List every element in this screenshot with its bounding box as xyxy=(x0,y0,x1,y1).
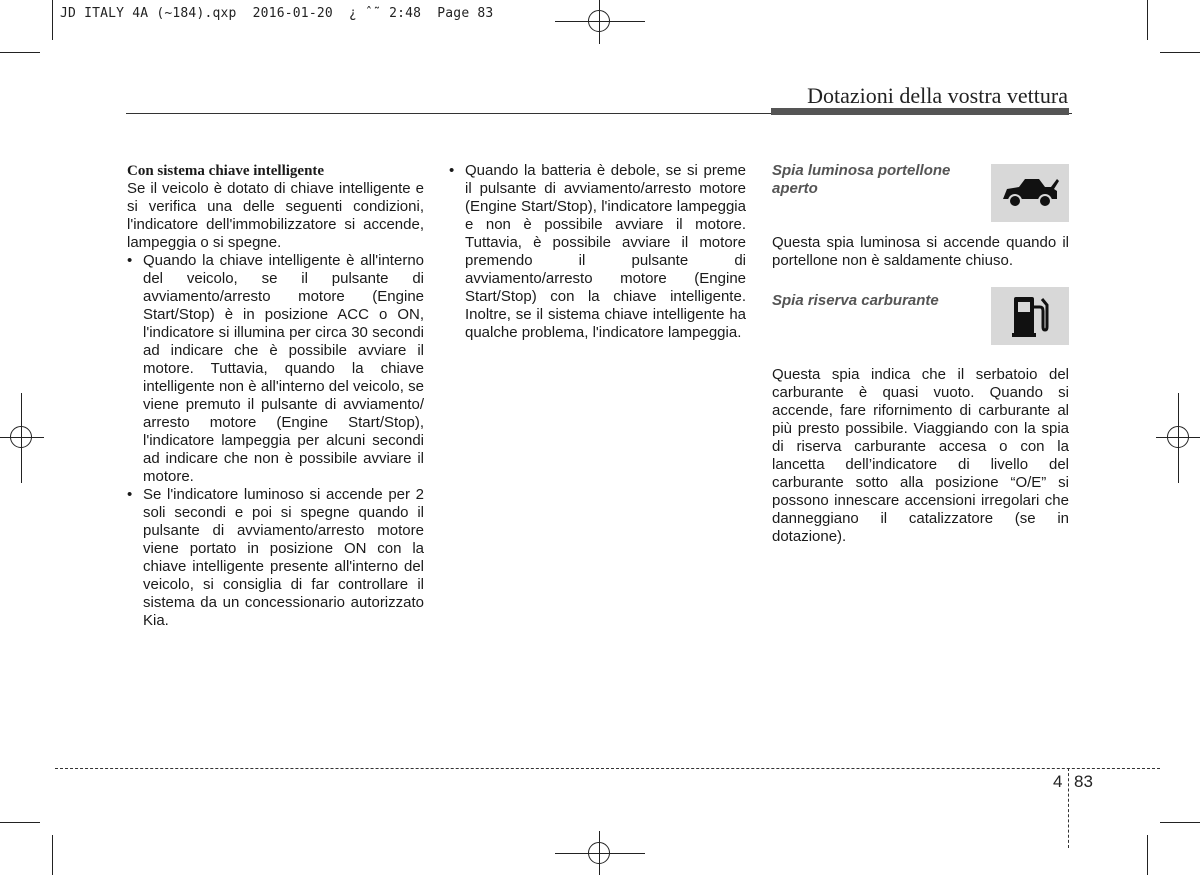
bullet-icon: • xyxy=(127,486,133,503)
bullet-icon: • xyxy=(127,252,133,269)
trunk-warning-title: Spia luminosa portellone aperto xyxy=(772,162,951,197)
page-number: 83 xyxy=(1074,772,1093,791)
header-accent-bar xyxy=(771,108,1069,115)
fuel-pump-icon xyxy=(991,287,1069,345)
list-item xyxy=(127,486,424,630)
trunk-open-car-icon xyxy=(991,164,1069,222)
fuel-warning-text: Questa spia indica che il serbatoio del carburante è quasi vuoto. Quando si accende, fare rifornimento di carburante al più presto possibile. Viaggiando con la spia di riserva carburante accesa o con la lancetta dell’indicatore di livello del carburante sotto alla posizione “O/E” si possono innescare accensioni irregolari che danneggiano il catalizzatore (se in dotazione). xyxy=(772,366,1069,545)
column-1 xyxy=(127,162,424,630)
column-2 xyxy=(449,162,746,342)
section-title: Dotazioni della vostra vettura xyxy=(807,83,1068,108)
fuel-warning-title: Spia riserva carburante xyxy=(772,292,939,309)
footer-rule xyxy=(55,768,1160,769)
bullet-icon: • xyxy=(449,162,455,179)
list-item xyxy=(127,252,424,486)
list-item xyxy=(449,162,746,342)
footer-separator xyxy=(1068,768,1069,848)
trunk-warning-text: Questa spia luminosa si accende quando il portellone non è saldamente chiuso. xyxy=(772,234,1069,269)
print-slug: JD ITALY 4A (~184).qxp 2016-01-20 ¿ ˆ˜ 2:48 Page 83 xyxy=(60,6,494,21)
column-3 xyxy=(772,162,1069,546)
smart-key-intro: Se il veicolo è dotato di chiave intelligente e si verifica una delle seguenti condizioni, l'indicatore dell'immobilizzatore si accende, lampeggia o si spegne. xyxy=(127,180,424,251)
bullet-text: Se l'indicatore luminoso si accende per 2 soli secondi e poi si spegne quando il pulsante di avviamento/arresto motore viene portato in posizione ON con la chiave intelligente presente all'interno del veicolo, si consiglia di far controllare il sistema da un concessionario autorizzato Kia. xyxy=(143,486,424,629)
bullet-text: Quando la batteria è debole, se si preme il pulsante di avviamento/arresto motore (Engine Start/Stop), l'indicatore lampeggia e non è possibile avviare il motore. Tuttavia, è possibile avviare il motore premendo il pulsante di avviamento/arresto motore (Engine Start/Stop) con la chiave intelligente. Inoltre, se il sistema chiave intelligente ha qualche problema, l'indicatore lampeggia. xyxy=(465,162,746,341)
chapter-number: 4 xyxy=(1053,772,1063,791)
bullet-text: Quando la chiave intelligente è all'interno del veicolo, se il pulsante di avviamento/arresto motore (Engine Start/Stop) è in posizione ACC o ON, l'indicatore si illumina per circa 30 secondi ad indicare che è possibile avviare il motore. Tuttavia, quando la chiave intelligente non è all'interno del veicolo, se viene premuto il pulsante di avviamento/ arresto motore (Engine Start/Stop), l'indicatore lampeggia per alcuni secondi ad indicare che non è possibile avviare il motore. xyxy=(143,252,424,485)
smart-key-heading: Con sistema chiave intelligente xyxy=(127,163,325,179)
